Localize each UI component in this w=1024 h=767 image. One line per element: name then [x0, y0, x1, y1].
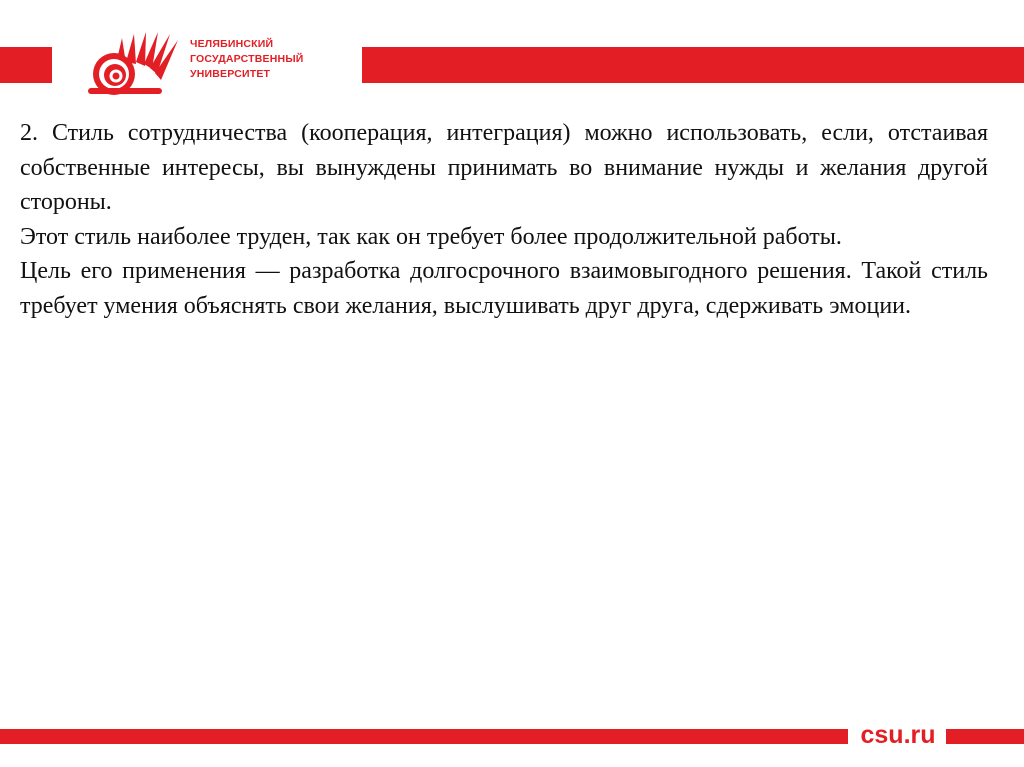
- footer-red-bar-left: [0, 729, 848, 744]
- paragraph-goal: Цель его применения — разработка долгосрочного взаимовыгодного решения. Такой стиль требует умения объяснять свои желания, выслушивать друг друга, сдерживать эмоции.: [20, 258, 988, 319]
- university-name-line-3: УНИВЕРСИТЕТ: [190, 68, 271, 80]
- slide-body-text: [20, 116, 988, 323]
- header-red-bar-left: [0, 47, 52, 83]
- footer-red-bar-right: [946, 729, 1024, 744]
- header-red-bar-right: [362, 47, 1024, 83]
- paragraph-difficulty: Этот стиль наиболее труден, так как он требует более продолжительной работы.: [20, 223, 842, 250]
- university-name-line-1: ЧЕЛЯБИНСКИЙ: [190, 38, 274, 50]
- csu-spiral-logo-icon: [78, 30, 178, 98]
- university-name: [190, 37, 355, 82]
- paragraph-cooperation-style: 2. Стиль сотрудничества (кооперация, интеграция) можно использовать, если, отстаивая собственные интересы, вы вынуждены принимать во внимание нужды и желания другой стороны.: [20, 120, 988, 215]
- footer-site-link[interactable]: csu.ru: [860, 721, 936, 749]
- university-name-line-2: ГОСУДАРСТВЕННЫЙ: [190, 53, 304, 65]
